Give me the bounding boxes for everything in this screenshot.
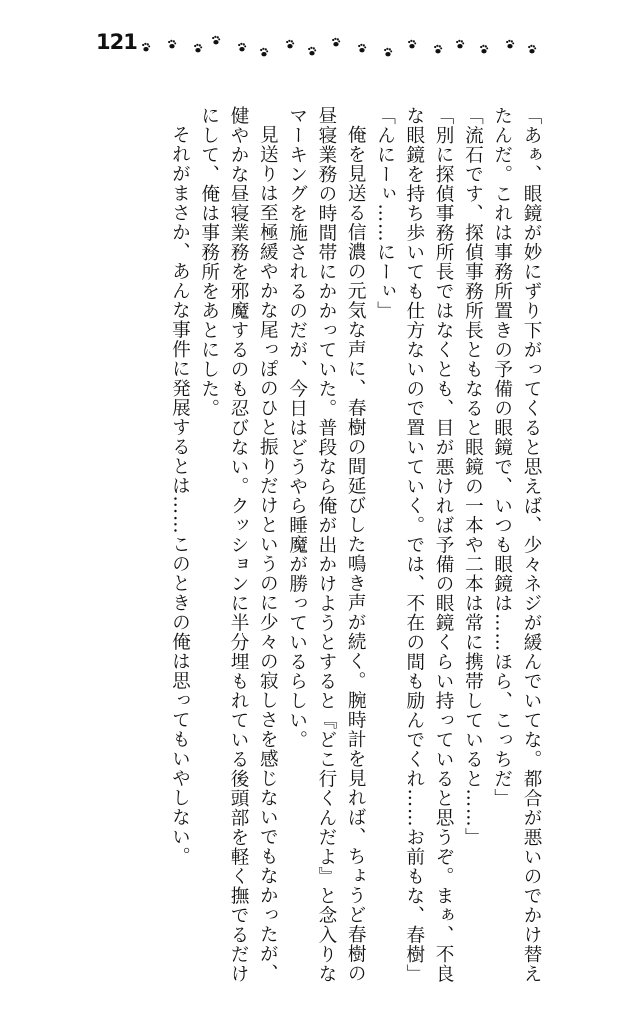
page-number: 121	[96, 30, 137, 54]
paw-icon	[528, 45, 536, 54]
paw-icon	[506, 40, 514, 49]
paragraph-narration-2: 見送りは至極緩やかな尾っぽのひと振りだけというのに少々の寂しさを感じないでもなかったが、健やかな昼寝業務を邪魔するのも忍びない。クッションに半分埋もれている後頭部を軽く撫でるだけにして、俺は事務所をあとにした。	[198, 106, 279, 984]
paw-icon	[358, 44, 366, 53]
paragraph-dialogue-4: 「んにーぃ……にーぃ」	[374, 106, 396, 321]
paw-icon	[286, 40, 294, 49]
paw-icon	[434, 45, 442, 54]
paw-icon	[142, 43, 150, 52]
paw-icon	[408, 40, 416, 49]
paw-icon	[238, 43, 246, 52]
paw-icon	[212, 36, 220, 45]
paw-icon	[384, 48, 392, 57]
paw-icon	[456, 40, 464, 49]
paw-icon	[260, 48, 268, 57]
body-text	[106, 106, 546, 986]
paragraph-dialogue-3: 「別に探偵事務所長ではなくとも、目が悪ければ予備の眼鏡くらい持っていると思うぞ。まぁ、不良な眼鏡を持ち歩いても仕方ないので置いていく。では、不在の間も励んでくれ……お前もな、春樹」	[403, 106, 455, 984]
paw-icon	[168, 40, 176, 49]
paragraph-dialogue-2: 「流石です、探偵事務所長ともなると眼鏡の一本や二本は常に携帯していると……」	[462, 106, 484, 847]
paw-icon	[194, 44, 202, 53]
paw-icon	[308, 47, 316, 56]
paw-icon	[332, 38, 340, 47]
paw-icon	[480, 45, 488, 54]
paragraph-dialogue-1: 「あぁ、眼鏡が妙にずり下がってくると思えば、少々ネジが緩んでいてな。都合が悪いのでかけ替えたんだ。これは事務所置きの予備の眼鏡で、いつも眼鏡は……ほら、こっちだ」	[491, 106, 542, 984]
paw-print-trail-icon	[140, 32, 540, 60]
page-header	[96, 30, 556, 62]
paragraph-narration-1: 俺を見送る信濃の元気な声に、春樹の間延びした鳴き声が続く。腕時計を見れば、ちょうど春樹の昼寝業務の時間帯にかかっていた。普段なら俺が出かけようとすると『どこ行くんだよ』と念入りなマーキングを施されるのだが、今日はどうやら睡魔が勝っているらしい。	[286, 106, 367, 984]
paragraph-narration-3: それがまさか、あんな事件に発展するとは……このときの俺は思ってもいやしない。	[169, 124, 191, 866]
